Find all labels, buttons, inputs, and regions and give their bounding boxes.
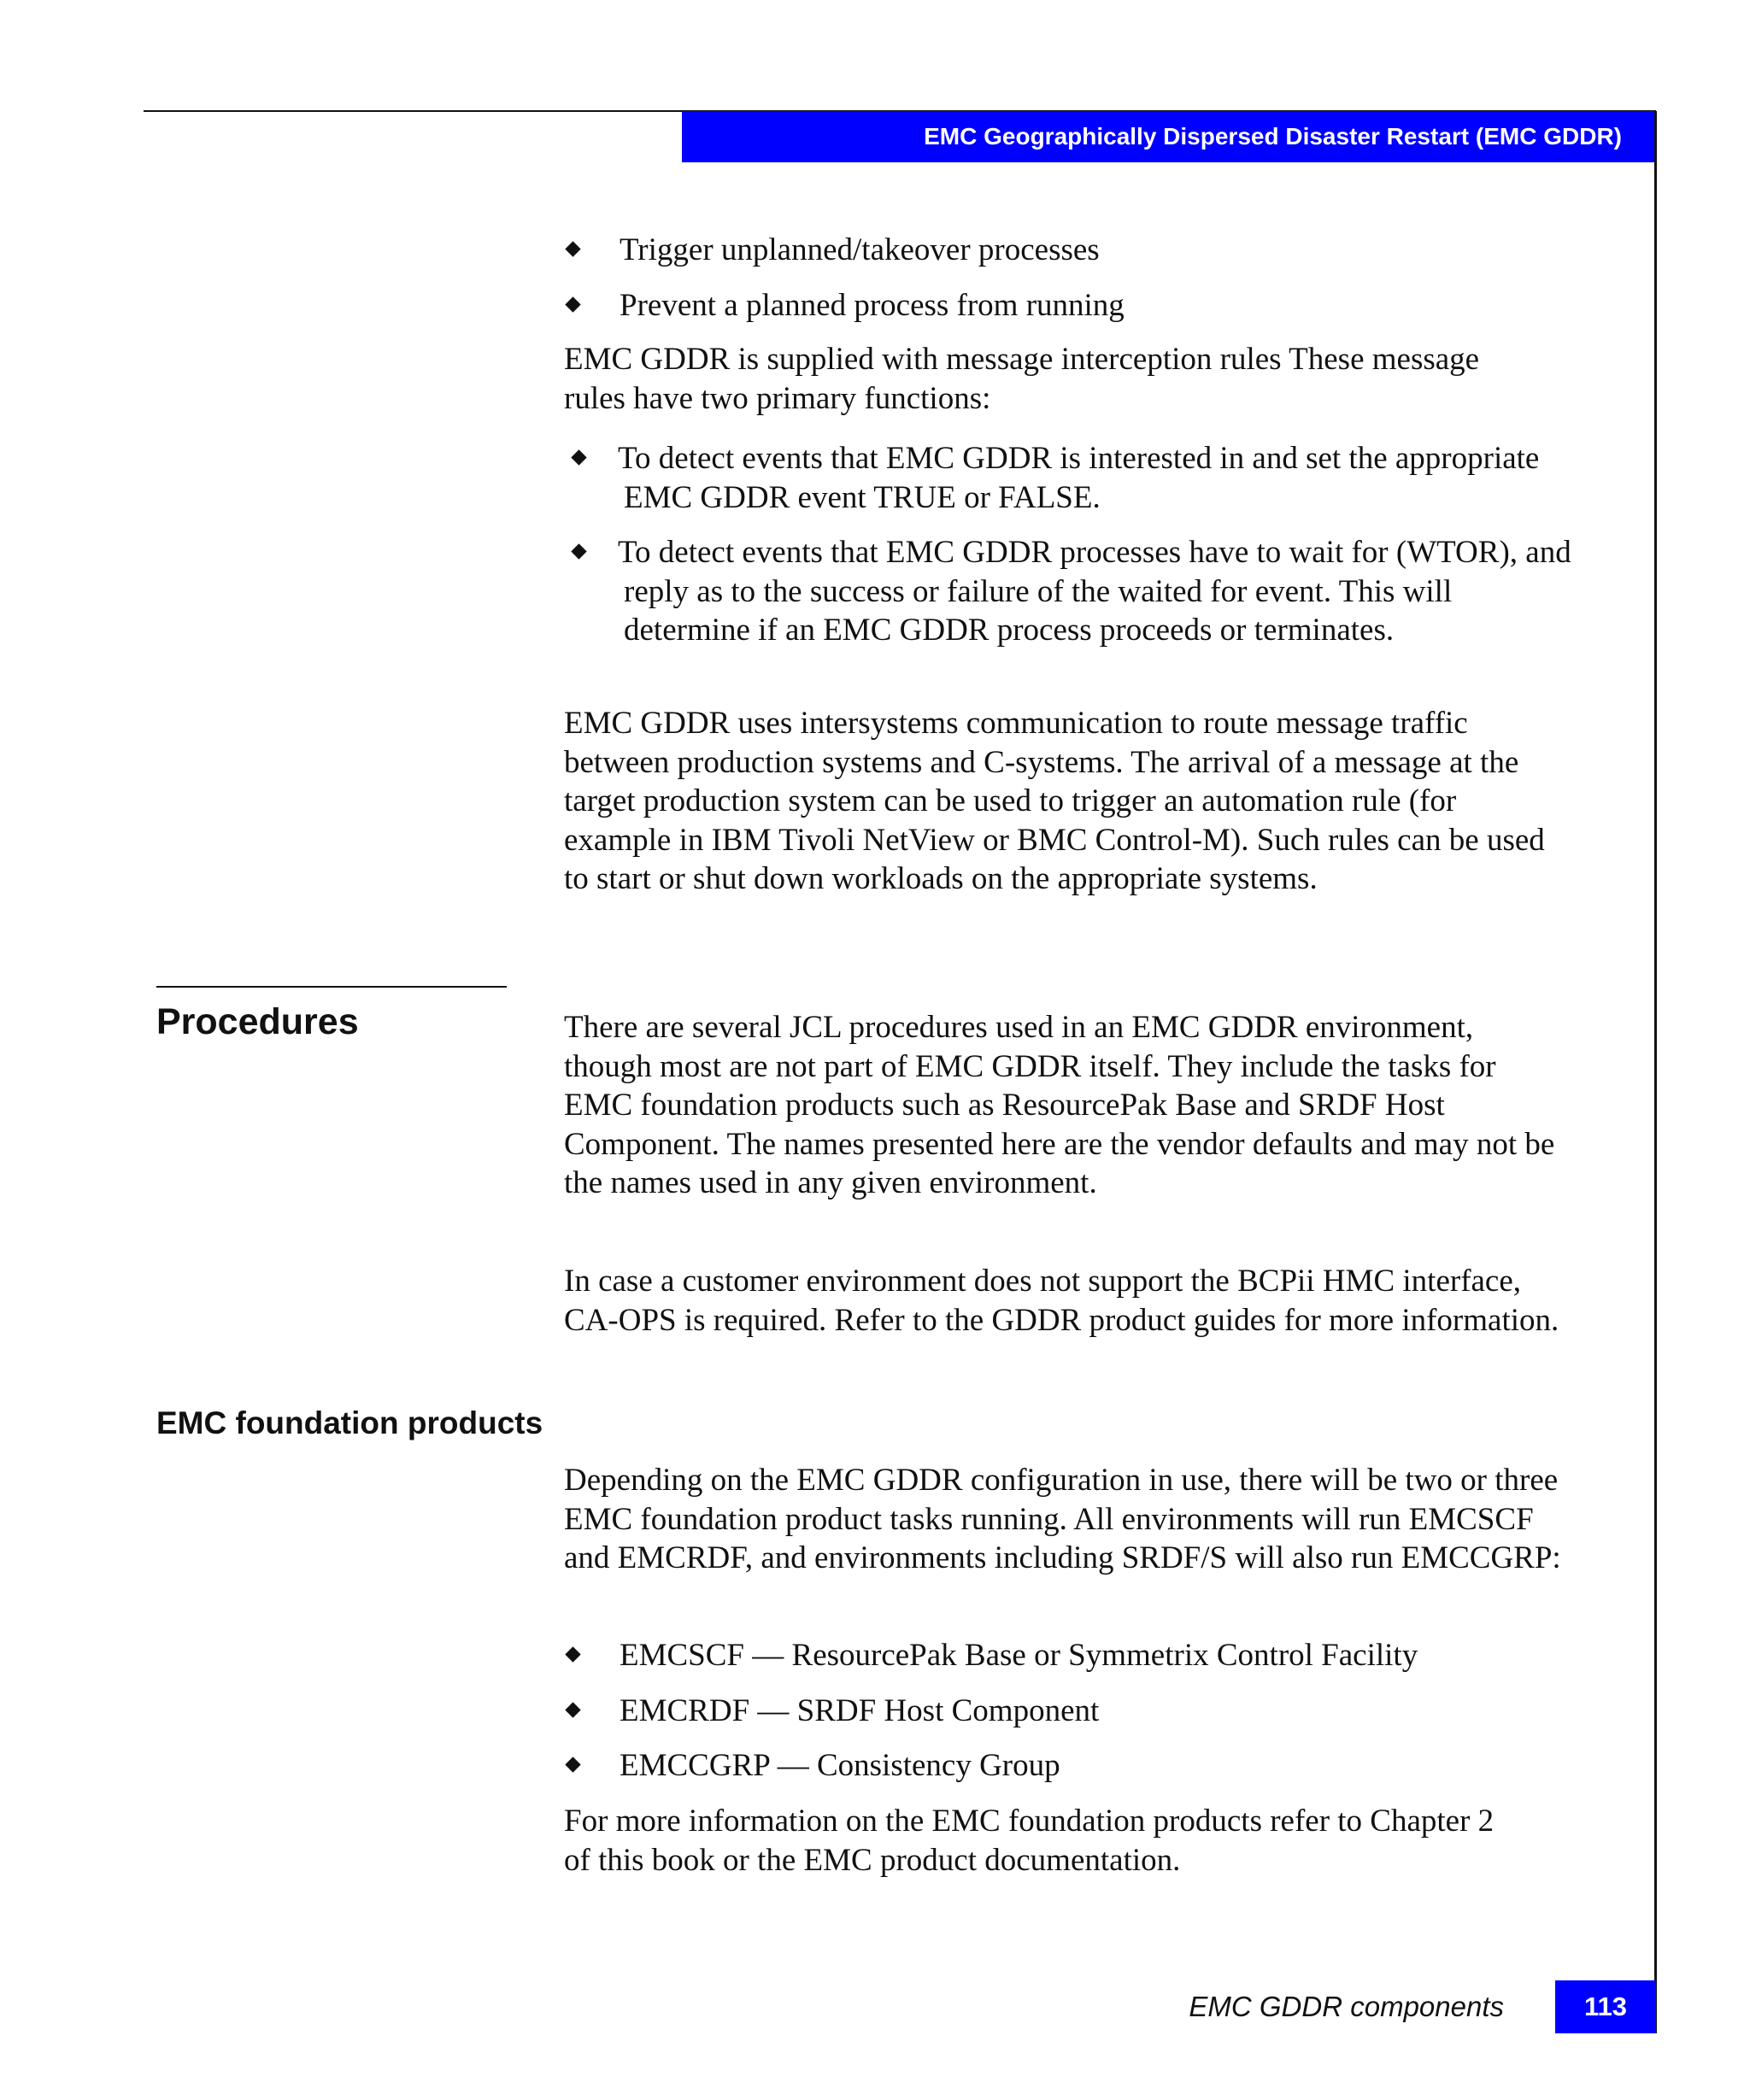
section-heading-procedures: Procedures: [156, 1001, 359, 1042]
section-rule: [156, 986, 507, 988]
list-item: Prevent a planned process from running: [564, 286, 1572, 326]
diamond-bullet-icon: [565, 1702, 580, 1717]
paragraph-foundation-2: For more information on the EMC foundation products refer to Chapter 2 of this book or the EMC product documentation.: [564, 1804, 1495, 1878]
diamond-bullet-icon: [565, 1646, 580, 1662]
paragraph-intersystems: EMC GDDR uses intersystems communication to route message traffic between production systems and C-systems. The arrival of a message at the target production system can be used to trigger an automation rule (for example in IBM Tivoli NetView or BMC Control-M). Such rules can be used to start or shut down workloads on the appropriate systems.: [564, 706, 1545, 896]
diamond-bullet-icon: [571, 543, 586, 559]
subsection-heading-foundation: EMC foundation products: [156, 1405, 543, 1440]
diamond-bullet-icon: [565, 296, 580, 312]
list-item: To detect events that EMC GDDR processes have to wait for (WTOR), and reply as to the success or failure of the waited for event. This will determine if an EMC GDDR process proceeds or terminates.: [564, 533, 1572, 650]
page-edge-rule: [1654, 111, 1657, 2033]
foundation-bullet-list: [564, 1636, 1572, 1786]
list-item: EMCRDF — SRDF Host Component: [564, 1692, 1572, 1731]
list-item: EMCCGRP — Consistency Group: [564, 1746, 1572, 1786]
diamond-bullet-icon: [571, 449, 586, 465]
paragraph-procedures-1: There are several JCL procedures used in an EMC GDDR environment, though most are not part of EMC GDDR itself. They include the tasks for EMC foundation products such as ResourcePak Base and SRDF Host Component. The names presented here are the vendor defaults and may not be the names used in any given environment.: [564, 1010, 1555, 1200]
running-header: [682, 111, 1656, 162]
running-header-title: EMC Geographically Dispersed Disaster Restart (EMC GDDR): [924, 123, 1622, 150]
list-item: Trigger unplanned/takeover processes: [564, 231, 1572, 270]
paragraph-procedures-2: In case a customer environment does not support the BCPii HMC interface, CA-OPS is required. Refer to the GDDR product guides for more information.: [564, 1264, 1559, 1338]
diamond-bullet-icon: [565, 1757, 580, 1772]
page-number: 113: [1555, 1980, 1656, 2033]
footer-section-title: EMC GDDR components: [1189, 1991, 1504, 2022]
list-item: To detect events that EMC GDDR is interested in and set the appropriate EMC GDDR event TRUE or FALSE.: [564, 439, 1572, 517]
paragraph-foundation-1: Depending on the EMC GDDR configuration in use, there will be two or three EMC foundation product tasks running. All environments will run EMCSCF and EMCRDF, and environments including SRDF/S will also run EMCCGRP:: [564, 1463, 1561, 1575]
paragraph-rules: EMC GDDR is supplied with message interception rules These message rules have two primary functions:: [564, 342, 1480, 416]
diamond-bullet-icon: [565, 241, 580, 256]
intro-bullet-list: [564, 231, 1572, 325]
rules-bullet-list: [564, 439, 1572, 650]
list-item: EMCSCF — ResourcePak Base or Symmetrix Control Facility: [564, 1636, 1572, 1675]
